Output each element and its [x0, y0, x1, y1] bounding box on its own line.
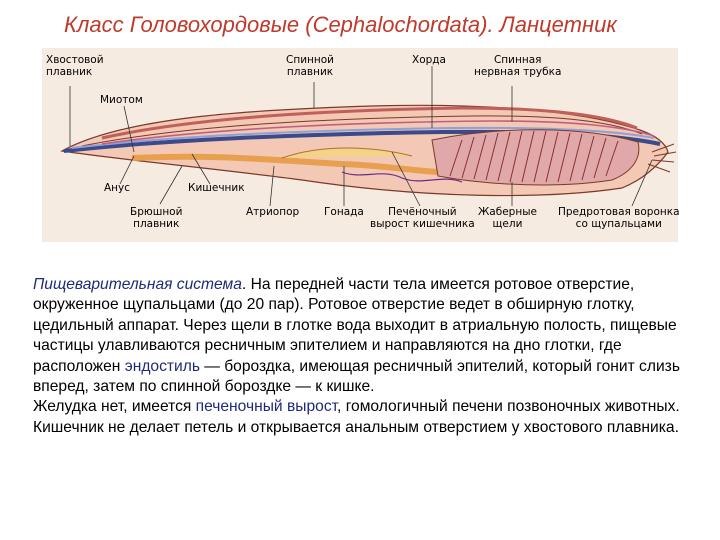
- label-liver-outgrowth: Печёночный вырост кишечника: [370, 206, 475, 230]
- p2-text-a: Желудка нет, имеется: [33, 398, 196, 416]
- label-intestine: Кишечник: [188, 182, 245, 194]
- label-anus: Анус: [104, 182, 131, 194]
- p2-text-b: , гомологичный печени позвоночных животных. Кишечник не делает петель и открывается анальным отверстием у хвостового плавника.: [33, 398, 680, 436]
- term-digestive-system: Пищеварительная система: [33, 276, 242, 293]
- label-ventral-fin: Брюшной плавник: [130, 206, 183, 230]
- p1-text-b: — бороздка, имеющая ресничный эпителий, который гонит слизь вперед, затем по спинной бороздке — к кишке.: [33, 357, 680, 396]
- body-text: [33, 275, 683, 438]
- p1-text-a: . На передней части тела имеется ротовое отверстие, окруженное щупальцами (до 20 пар). Ротовое отверстие ведет в обширную глотку, цедильный аппарат. Через щели в глотке вода выходит в атриальную полость, пищевые частицы улавливаются ресничным эпителием и направляются на дно глотки, где расположен: [33, 276, 677, 375]
- label-nerve-tube: Спинная нервная трубка: [474, 54, 562, 78]
- label-atriopore: Атриопор: [246, 206, 300, 218]
- label-tail-fin: Хвостовой плавник: [46, 54, 104, 78]
- label-myotome: Миотом: [100, 94, 143, 106]
- term-liver-outgrowth: печеночный вырост: [195, 398, 338, 416]
- lancelet-diagram: [42, 48, 678, 242]
- slide-title: Класс Головохордовые (Cephalochordata). Ланцетник: [64, 12, 617, 37]
- term-endostyle: эндостиль: [124, 357, 200, 375]
- label-gonad: Гонада: [324, 206, 364, 218]
- label-oral-funnel: Предротовая воронка со щупальцами: [558, 206, 680, 230]
- label-notochord: Хорда: [412, 54, 446, 66]
- paragraph-liver: [33, 397, 683, 438]
- label-dorsal-fin: Спинной плавник: [286, 54, 334, 78]
- paragraph-digestive: [33, 275, 683, 397]
- label-gill-slits: Жаберные щели: [478, 206, 537, 230]
